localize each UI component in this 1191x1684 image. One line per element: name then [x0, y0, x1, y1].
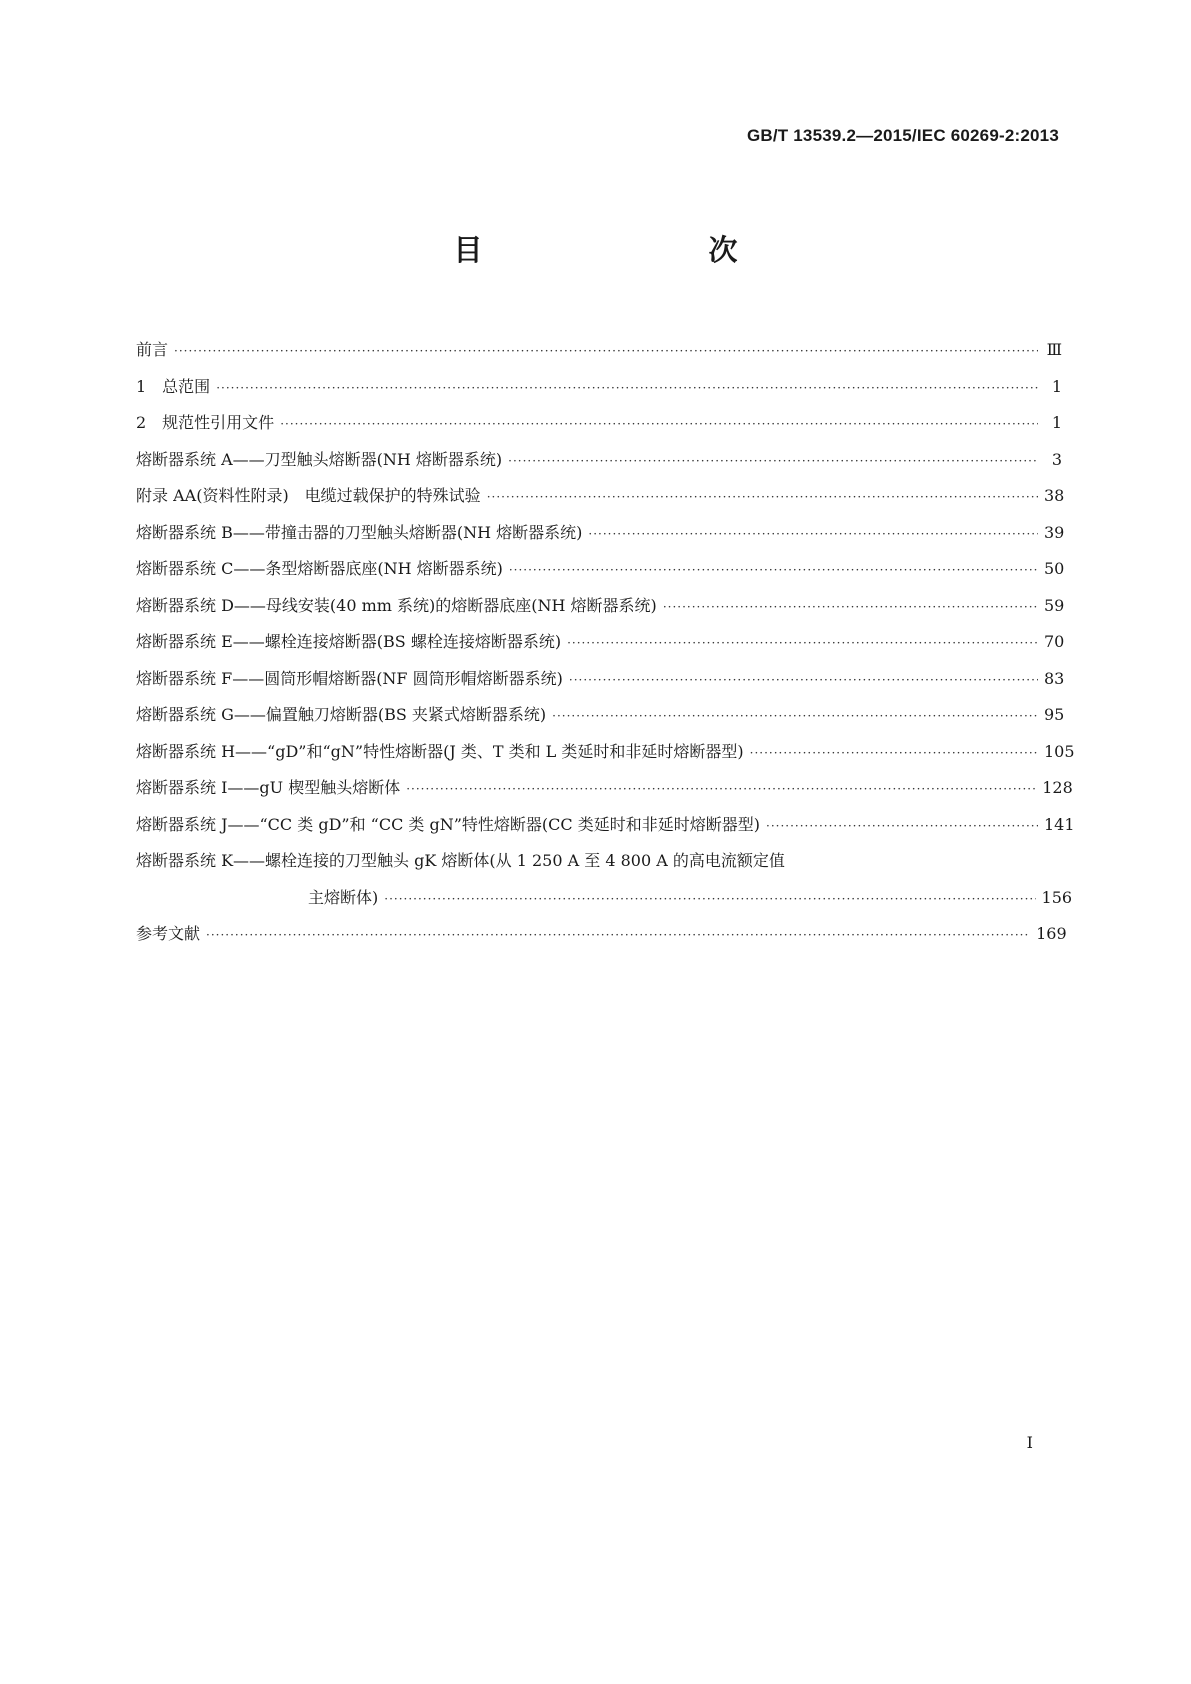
toc-label: 熔断器系统 H——“gD”和“gN”特性熔断器(J 类、T 类和 L 类延时和非延时熔断器型): [136, 741, 744, 761]
toc-label-continued: 主熔断体): [308, 887, 379, 907]
toc-page: 105: [1044, 741, 1075, 761]
toc-entry-system-c[interactable]: [136, 551, 1065, 588]
toc-label: 熔断器系统 D——母线安装(40 mm 系统)的熔断器底座(NH 熔断器系统): [136, 595, 657, 615]
toc-label: 熔断器系统 I——gU 楔型触头熔断体: [136, 778, 401, 797]
toc-leader: [588, 516, 1038, 553]
toc-page: 83: [1044, 668, 1065, 688]
toc-leader: [509, 552, 1038, 589]
toc-entry-system-e[interactable]: [136, 624, 1065, 661]
toc-label: 1 总范围: [136, 376, 211, 396]
toc-page: 169: [1036, 924, 1067, 943]
page-number: I: [1026, 1433, 1033, 1452]
toc-page: 38: [1044, 486, 1065, 505]
toc-page: 70: [1044, 632, 1065, 651]
toc-label: 熔断器系统 E——螺栓连接熔断器(BS 螺栓连接熔断器系统): [136, 632, 562, 651]
toc-label: 2 规范性引用文件: [136, 413, 275, 432]
toc-leader: [569, 662, 1038, 699]
toc-page: 39: [1044, 522, 1065, 542]
toc-label: 参考文献: [136, 924, 201, 943]
toc-label: 熔断器系统 J——“CC 类 gD”和 “CC 类 gN”特性熔断器(CC 类延时和非延时熔断器型): [136, 814, 760, 834]
toc-leader: [750, 735, 1038, 772]
toc-entry-normative-references[interactable]: [136, 405, 1062, 442]
toc-page: 50: [1044, 559, 1065, 578]
toc-entry-system-d[interactable]: [136, 588, 1065, 625]
toc-label: 熔断器系统 F——圆筒形帽熔断器(NF 圆筒形帽熔断器系统): [136, 668, 563, 688]
toc-page: 95: [1044, 705, 1065, 724]
toc-label: 前言: [136, 340, 169, 359]
toc-leader: [216, 370, 1038, 407]
toc-page: 128: [1042, 778, 1073, 797]
toc-leader: [766, 808, 1038, 845]
toc-page: 1: [1051, 413, 1062, 432]
toc-label: 熔断器系统 A——刀型触头熔断器(NH 熔断器系统): [136, 449, 503, 469]
toc-label: 熔断器系统 G——偏置触刀熔断器(BS 夹紧式熔断器系统): [136, 705, 547, 724]
toc-leader: [406, 771, 1036, 808]
toc-entry-annex-aa[interactable]: [136, 478, 1065, 515]
toc-leader: [663, 589, 1038, 626]
toc-leader: [280, 406, 1038, 443]
toc-page: 3: [1051, 449, 1062, 469]
toc-entry-system-k-continued[interactable]: [136, 880, 1073, 917]
page-title: 目 次: [453, 233, 794, 267]
toc-entry-foreword[interactable]: [136, 332, 1062, 369]
toc-leader: [206, 917, 1030, 954]
toc-entry-scope[interactable]: [136, 369, 1062, 406]
toc-page: 1: [1051, 376, 1062, 396]
toc-entry-system-a[interactable]: [136, 442, 1062, 479]
toc-leader: [552, 698, 1038, 735]
standard-number: GB/T 13539.2—2015/IEC 60269-2:2013: [746, 126, 1059, 145]
table-of-contents: [136, 332, 1075, 953]
toc-entry-system-f[interactable]: [136, 661, 1065, 698]
toc-leader: [567, 625, 1038, 662]
toc-entry-system-g[interactable]: [136, 697, 1065, 734]
toc-leader: [508, 443, 1038, 480]
toc-label: 熔断器系统 K——螺栓连接的刀型触头 gK 熔断体(从 1 250 A 至 4 800 A 的高电流额定值: [136, 851, 785, 870]
toc-entry-system-i[interactable]: [136, 770, 1073, 807]
toc-page: 156: [1041, 887, 1073, 907]
toc-page: 59: [1044, 595, 1065, 615]
toc-page: Ⅲ: [1046, 340, 1062, 359]
toc-label: 附录 AA(资料性附录) 电缆过载保护的特殊试验: [136, 486, 481, 505]
toc-entry-system-j[interactable]: [136, 807, 1075, 844]
toc-leader: [384, 881, 1035, 918]
toc-entry-system-k[interactable]: [136, 843, 1062, 880]
toc-label: 熔断器系统 B——带撞击器的刀型触头熔断器(NH 熔断器系统): [136, 522, 583, 542]
toc-label: 熔断器系统 C——条型熔断器底座(NH 熔断器系统): [136, 559, 503, 578]
toc-leader: [174, 333, 1038, 370]
toc-entry-bibliography[interactable]: [136, 916, 1067, 953]
toc-page: 141: [1044, 814, 1075, 834]
toc-entry-system-h[interactable]: [136, 734, 1075, 771]
toc-entry-system-b[interactable]: [136, 515, 1065, 552]
toc-leader: [487, 479, 1038, 516]
